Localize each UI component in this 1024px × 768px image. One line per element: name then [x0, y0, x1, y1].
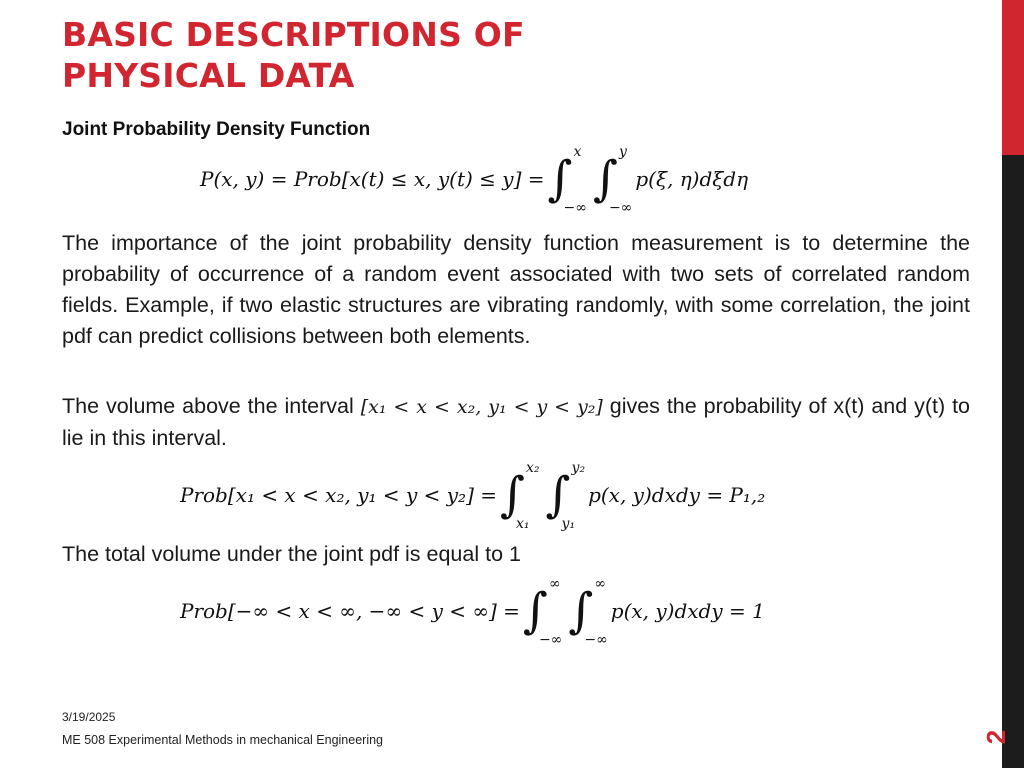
integral-sign-icon: ∫: [545, 467, 571, 523]
integral-3-inner: [568, 576, 608, 648]
integral-lower-limit: −∞: [608, 200, 633, 216]
paragraph-volume-text-start: The volume above the interval: [62, 394, 361, 418]
paragraph-volume-interval: [62, 391, 970, 454]
integral-2-inner: [545, 460, 586, 532]
integral-1-inner: [592, 144, 633, 216]
equation-3-lhs: Prob[−∞ < x < ∞, −∞ < y < ∞] =: [180, 599, 520, 623]
accent-bar-dark: [1002, 155, 1024, 768]
integral-lower-limit: x₁: [516, 516, 530, 532]
slide-title-line-2: PHYSICAL DATA: [62, 56, 355, 95]
integral-upper-limit: y₂: [571, 460, 586, 476]
equation-1-lhs: P(x, y) = Prob[x(t) ≤ x, y(t) ≤ y] =: [200, 167, 545, 191]
slide-title: [62, 14, 525, 96]
equation-total-volume: [180, 576, 765, 648]
integral-3-outer: [522, 576, 563, 648]
integral-lower-limit: −∞: [538, 632, 563, 648]
integral-sign-icon: ∫: [592, 151, 618, 207]
slide-footer: ME 508 Experimental Methods in mechanical Engineering: [62, 733, 384, 747]
integral-lower-limit: y₁: [561, 516, 576, 532]
integral-lower-limit: −∞: [563, 200, 587, 216]
integral-upper-limit: y: [618, 144, 627, 160]
page-number: 2: [981, 729, 1011, 745]
equation-2-rhs: p(x, y)dxdy = P₁,₂: [588, 483, 766, 507]
equation-interval-probability: [180, 460, 766, 532]
integral-lower-limit: −∞: [584, 632, 608, 648]
integral-1-outer: [547, 144, 587, 216]
slide-subtitle: Joint Probability Density Function: [62, 119, 371, 140]
integral-upper-limit: ∞: [594, 576, 607, 592]
integral-upper-limit: ∞: [548, 576, 561, 592]
equation-1-rhs: p(ξ, η)dξdη: [635, 167, 749, 191]
interval-expression: [x₁ < x < x₂, y₁ < y < y₂]: [360, 396, 603, 418]
integral-sign-icon: ∫: [547, 151, 573, 207]
slide-date: 3/19/2025: [62, 710, 116, 724]
slide-title-line-1: BASIC DESCRIPTIONS OF: [62, 15, 525, 54]
paragraph-total-volume: The total volume under the joint pdf is equal to 1: [62, 542, 521, 566]
integral-upper-limit: x: [573, 144, 582, 160]
equation-joint-cdf: [200, 144, 749, 216]
integral-sign-icon: ∫: [500, 467, 526, 523]
integral-sign-icon: ∫: [522, 583, 548, 639]
paragraph-importance: The importance of the joint probability density function measurement is to determine the probability of occurrence of a random event associated with two sets of correlated random fields. Example, if two elastic structures are vibrating randomly, with some correlation, the joint pdf can predict collisions between both elements.: [62, 231, 970, 348]
integral-upper-limit: x₂: [526, 460, 540, 476]
equation-2-lhs: Prob[x₁ < x < x₂, y₁ < y < y₂] =: [180, 483, 497, 507]
integral-sign-icon: ∫: [568, 583, 594, 639]
integral-2-outer: [500, 460, 540, 532]
accent-bar-red: [1002, 0, 1024, 155]
equation-3-rhs: p(x, y)dxdy = 1: [610, 599, 765, 623]
paragraph-volume-text-end: gives the probability of x(t) and y(t) to lie in this interval.: [62, 394, 971, 450]
